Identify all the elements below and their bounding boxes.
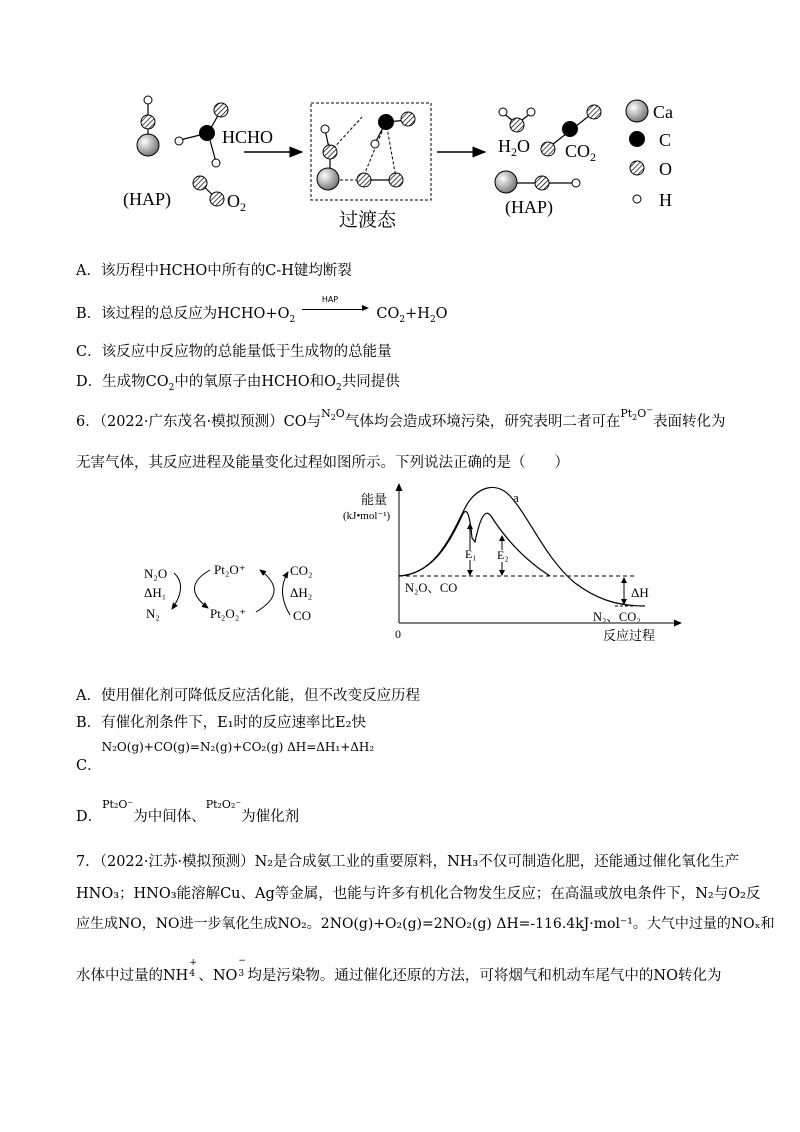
reactants-label: N₂O、CO xyxy=(405,581,458,595)
e1-label: E₁ xyxy=(465,547,477,561)
hap-catalyst-arrow: HAP xyxy=(300,307,372,321)
legend-c-swatch xyxy=(629,131,645,147)
hap-mechanism-figure xyxy=(0,0,800,240)
cycle-pt2o2-plus: Pt₂O₂⁺ xyxy=(210,606,247,621)
y-axis-label-1: 能量 xyxy=(361,492,388,507)
h2o-label: $H_2O$ xyxy=(498,136,530,159)
o2-label: $O_2$ xyxy=(227,191,246,214)
q6-option-a: A．使用催化剂可降低反应活化能，但不改变反应历程 xyxy=(76,688,420,704)
legend xyxy=(626,100,673,210)
cycle-n2: N₂ xyxy=(146,606,160,621)
h2o-molecule xyxy=(499,108,535,132)
legend-c-label: C xyxy=(659,130,672,150)
hap-right-label: (HAP) xyxy=(505,197,553,217)
q5-option-c: C．该反应中反应物的总能量低于生成物的总能量 xyxy=(76,344,392,360)
cycle-dh1: ΔH₁ xyxy=(144,585,167,600)
q6-option-d: D．$^{Pt_2O^-}$为中间体、$^{Pt_2O_2^-}$为催化剂 xyxy=(76,798,300,825)
transition-state-molecules xyxy=(317,112,415,190)
catalytic-cycle-diagram xyxy=(130,552,330,632)
origin-label: 0 xyxy=(395,627,401,641)
o2-molecule xyxy=(193,176,224,206)
cycle-co2: CO₂ xyxy=(290,563,313,578)
cycle-dh2: ΔH₂ xyxy=(290,585,313,600)
q5-option-a: A．该历程中HCHO中所有的C-H键均断裂 xyxy=(76,263,352,279)
legend-h-label: H xyxy=(659,190,672,210)
energy-profile-chart xyxy=(335,478,685,648)
q6-stem-line2: 无害气体，其反应进程及能量变化过程如图所示。下列说法正确的是（ ） xyxy=(76,455,569,471)
q7-line3: 应生成NO，NO进一步氧化生成NO₂。2NO(g)+O₂(g)=2NO₂(g) ΔH=-116.4kJ·mol⁻¹。大气中过量的NOₓ和 xyxy=(76,916,775,932)
y-axis-label-2: (kJ•mol⁻¹) xyxy=(343,510,391,522)
cycle-pt2o-plus: Pt₂O⁺ xyxy=(214,562,246,577)
transition-state-label: 过渡态 xyxy=(339,210,397,231)
co2-label: $CO_2$ xyxy=(565,141,597,164)
q6-option-c: C．$^{N_2O(g)+CO(g)=N_2(g)+CO_2(g) \Delta H=\Delta H_1+\Delta H_2}$ xyxy=(76,740,375,774)
legend-ca-label: Ca xyxy=(653,102,673,122)
legend-o-swatch xyxy=(630,161,644,175)
delta-h-label: ΔH xyxy=(631,585,649,600)
q6-option-b: B．有催化剂条件下，E₁时的反应速率比E₂快 xyxy=(76,715,366,731)
q7-line2: HNO₃；HNO₃能溶解Cu、Ag等金属，也能与许多有机化合物发生反应；在高温或放电条件下，N₂与O₂反 xyxy=(76,886,761,902)
legend-ca-swatch xyxy=(626,100,648,122)
q5-option-d: D．生成物$CO_2$中的氧原子由HCHO和$O_2$共同提供 xyxy=(76,374,400,393)
curve-a-label: a xyxy=(513,490,519,505)
q6-stem-line1: 6．（2022·广东茂名·模拟预测）CO与$^{N_2O}$气体均会造成环境污染，研究表明二者可在$^{Pt_2O^-}$表面转化为 xyxy=(76,405,726,430)
q7-line4: 水体中过量的NH + 4 、NO 3 − 均是污染物。通过催化还原的方法，可将烟气和机动车尾气中的NO转化为 xyxy=(76,956,722,984)
q5-option-b: B．该过程的总反应为$HCHO+O_2$ HAP $CO_2+H_2O$ xyxy=(76,295,448,325)
legend-h-swatch xyxy=(633,195,641,203)
cycle-co: CO xyxy=(293,608,312,623)
cycle-n2o: N₂O xyxy=(144,566,168,581)
products-label: N₂、CO₂ xyxy=(593,610,641,624)
x-axis-label: 反应过程 xyxy=(603,628,656,643)
e2-label: E₂ xyxy=(497,548,509,562)
q7-line1: 7．（2022·江苏·模拟预测）N₂是合成氨工业的重要原料，NH₃不仅可制造化肥，还能通过催化氧化生产 xyxy=(76,854,740,870)
hcho-label: HCHO xyxy=(222,127,274,147)
hap-left-molecule xyxy=(137,96,159,156)
hcho-molecule xyxy=(175,103,228,167)
hap-right-molecule xyxy=(495,171,580,193)
hap-left-label: (HAP) xyxy=(123,189,171,209)
legend-o-label: O xyxy=(659,159,672,179)
